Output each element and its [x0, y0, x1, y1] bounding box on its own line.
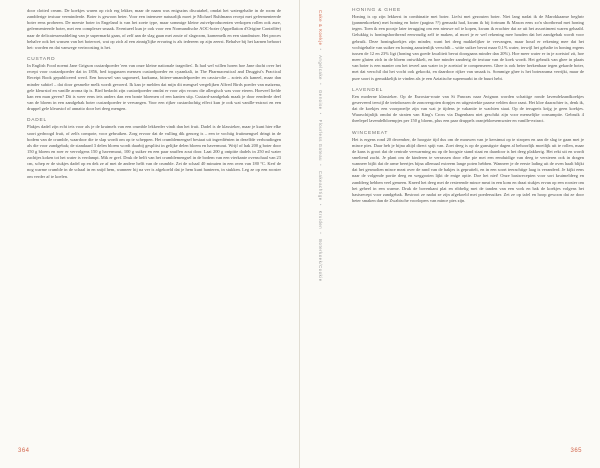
section-heading-dadel: DADEL: [27, 118, 47, 124]
intro-paragraph: door clotted cream. De koekjes waren op rich erg lekker, maar de naam was enigszins discutabel, omdat het watergehalte in de room de zandderige textuur verminderde. Boter is gewoon beter. Voor een intensere natuurlijk moet je Michael Ruhlmann recept met gefermenteerde boter eens proberen. De meeste boter in Engeland is van het zoete type, maar sommige kleine zuivelproducenten verkopen rollen ook zure, gefermenteerde boter, met een complexer smaak. Eventueel kun je ook voor een Normandische AOC-boter (Appellation d'Origine Contrôlée) naar de delicatessenafdeling van je supermarkt gaan, of zelf aan de slag gaan met zoute of slagroom, karnemelk en een standmixer. Het proces behalve ook het wassen van het boterwet, wat op zich al een zinnig'lijke ervaring is als iedereen op zijn zeerst. Behalve bij het karnen behoort het: worden en dat vanwege vertroosting is het.: [27, 8, 281, 50]
side-navigation: Cake & Koekje• Angelcake• Genoise• Flourless Gateau• Cakeachtige• Kruiden• Boterkoek/Cookie: [318, 10, 323, 282]
section-heading-lavendel: LAVENDEL: [352, 87, 384, 93]
section-body-lavendel: Een moderne klassieker. Op de Eurostar-route van St Pancras naar Avignon worden schattige ronde lavendelzandkoekjes geserveerd terwijl de treinbossen de zonovergoten dorpjes en uitgestrekte paarse velden door raast. Het kloe daarachter is, denk ik, dat de koekjes een voorproefje zijn van wat je tijdens je vakantie te wachten staat. Op de terugreis krijg je geen koekjes. Waarschijnlijk omdat de straten van King's Cross via Dagenham niet geschikt zijn voor menselijke consumptie. Gebruik 4 theelepel lavendelbloempjes per 150 g bloem, plus een paar druppels oranjebloesemwater en vanille-extract.: [352, 93, 584, 124]
page-number-right: 365: [570, 448, 582, 454]
right-column: [352, 8, 584, 207]
section-body-honing-ghee: Honing is op zijn lekkerst in combinatie met boter. Liefst met gezouten boter. Niet lang nadat ik de Marokkaanse beghrir (pannenkoeken) met honing en boter (pagina ??) gemaakt had, kwam ik bij fortnum & Mason eens zo'n shortbread met honing tegen. Toen ik een poosje later terugging om een nieuwe rol te kopen, kwam ik erachter dat ze uit het assortiment waren gehaald. Gelukkig is honingshortbread eenvoudig zelf te maken, al moet je er wel rekening mee houden dat het zandgebak wordt voor gebruik. Deze honingkoekjes zijn minder, want het deeg makkelijker te vervangen, maar houd er rekening mee dat het vochtgehalte van suiker en honing aanzienlijk verschilt – witte suiker bevat maar 0,1% water, terwijl het gehalte in honing ergens tussen de 12 en 23% ligt (honing van goede kwaliteit bevat doorgaans minder dan 20%). Hoe meer water er in je zoetstof zit, hoe meer gluten zich in de bloem ontwikkelt, en hoe minder zanderig de textuur van de koek wordt. Het gebruik van ghee in plaats van boter is een manier om het teveel aan water in je zoetstof te compenseren. Ghee is ook beter herkenbaar tegen gekarde boter, met dat verschil dat het vocht ook gekookt, en daardoor rijker van smaak is. Sommige ghee is het boterarama verrijkt, maar de pure soort is gemakkelijk te vinden als je een Aziatische supermarkt in de buurt hebt.: [352, 14, 584, 81]
side-nav-item: Boterkoek/Cookie: [318, 239, 323, 282]
side-nav-item: Cakeachtige: [318, 170, 323, 201]
page-number-left: 364: [18, 448, 30, 454]
section-heading-custard: CUSTARD: [27, 57, 56, 63]
section-body-custard: In English Food noemt Jane Grigson custardpoeder 'een van onze kleine nationale tragedies'. Ik had wel willen horen hoe Jane dacht over het recept voor custardpoeder dat in 1856, bed topgassen mensen custardpoeder en cyaankali, in The Pharmaceutical and Druggist's Practical Receipt Book gepubliceerd werd. Een bouwsel van sagomeel, kurkuma, bittere-amandelpoeder en cassia-olie – zoiets als kaneel, maar dan minder subtiel – dat door gesmelte melk wordt gevoerd. Ik kan je melden dat mijn dit mengsel vergelijken Alfred Birds poeder van maïzena, gele kleurstof en vanille aroma tip is. Bird bedacht zijn custardpoeder omdat er voor zijn vrouw die allergisch was voor eieren. Hoeveel liefde kan een man geven? Dit is weer eens iets anders dan een bonte bloemen of een kanten stip. Custard-zandgebak maak je door eenderde deel van de bloem in een zandgebak boter custardpoeder te vervangen. Voor een rijker custardachtig effect kun je ook wat vanille-extract en een druppel gele kleurstof of annatto door het deeg mengen.: [27, 63, 281, 112]
section-body-dadel: Plakjes dadel zijn echt iets voor als je de kruimels van een crumble lekkerder vindt dan het fruit. Dadel is de klassieker, maar je kunt hier elke soort gedroogd fruit, of zelfs compote, voor gebruiken. Zorg ervoor dat de vulling dik genoeg is – een te vochtig fruitmengsel dringt in de bodem van de crumble, waardoor die te slap wordt om op te scheppen. Het crumblemengsel bestaat uit ingrediënten in dezelfde verhoudingen als die voor zandgebak; de standaard 3 delen bloem wordt daarbij gesplitst in gelijke delen bloem en havermout. Wrijf of hak 200 g boter door 150 g bloem en roer er vervolgens 150 g havermout, 100 g suiker en een paar snuffen zout door. Laat 200 g ontpitte dadels in 250 ml water zachtjes koken tot het water is verdampt. Mik er gref. Druk de helft van het crumblemengsel in de bodem van een vierkante ovenschaal van 23 cm, schep er de stukjes dadel op en dek ze af met de andere helft van de crumble. Zet de schaal 40 minuten in een oven van 180 °C. Kerf de nog warme crumble in de schaal in en snijd hem, wanneer hij na ver is afgekoeld dat je hem kunt hanteren, in stukken. Leg ze op een rooster om verder af te koelen.: [27, 124, 281, 179]
side-nav-category: Cake & Koekje: [318, 10, 323, 46]
section-heading-wincemeat: WINCEMEAT: [352, 130, 389, 136]
side-nav-item: Kruiden: [318, 210, 323, 230]
left-column: [27, 8, 281, 183]
section-heading-honing-ghee: HONING & GHEE: [352, 8, 402, 13]
side-nav-item: Angelcake: [318, 55, 323, 81]
side-nav-item: Flourless Gateau: [318, 119, 323, 162]
right-page: [300, 0, 600, 468]
section-body-wincemeat: Het is ergens rond 20 december, de hoogste tijd dus om de mouwen van je kerstmut op te stropen en aan de slag te gaan met je mince pies. Daar heb je bijna altijd direct spijt van. Zoet deeg is op de gunstigste dagen al behoorlijk moeilijk uit te rollen, maar de kans is groot dat de centrale verwarming nu op de hoogste stand staat en daardoor is het deeg plakkerig. Het rekt uit en wordt smeltend zacht. Je plant om de kinderen te verrassen door elke pie met een eenduidige van deeg te versieren ook in dragen wanneer bijlit dat de arme beertjes bijna allemaal extreem lange poten hebben. Wanneer je de eerste lading uit de oven haalt blijkt dat het gesmolten mince meat over de rand van de bakjes is gepruttelt, en in een soort teerachtige laag is veranderd. Je kijkt eens naar de volgende portie deeg en weggooien lijkt de enige optie. Doe het niet! Onze basisrecepten voor sort kruimeldeeg en zanddeeg hebben veel gemeen. Kneed het deeg met de resterende mince meat in een kom en draai stukjes ervan op een rooster om het geheel in een warme. Druk de bovenkant plat en ribbelig met de tanden van een vork en bak de koekjes volgens het basisrecept voor zandgebak. Bestrooi ze nadat ze zijn afgekoeld met poedersuiker. Zet ze op tafel en hoop gewoon dat ze door beter smaken dan de Zwabische voorlopers van mince pies zijn.: [352, 136, 584, 204]
side-nav-item: Genoise: [318, 89, 323, 110]
